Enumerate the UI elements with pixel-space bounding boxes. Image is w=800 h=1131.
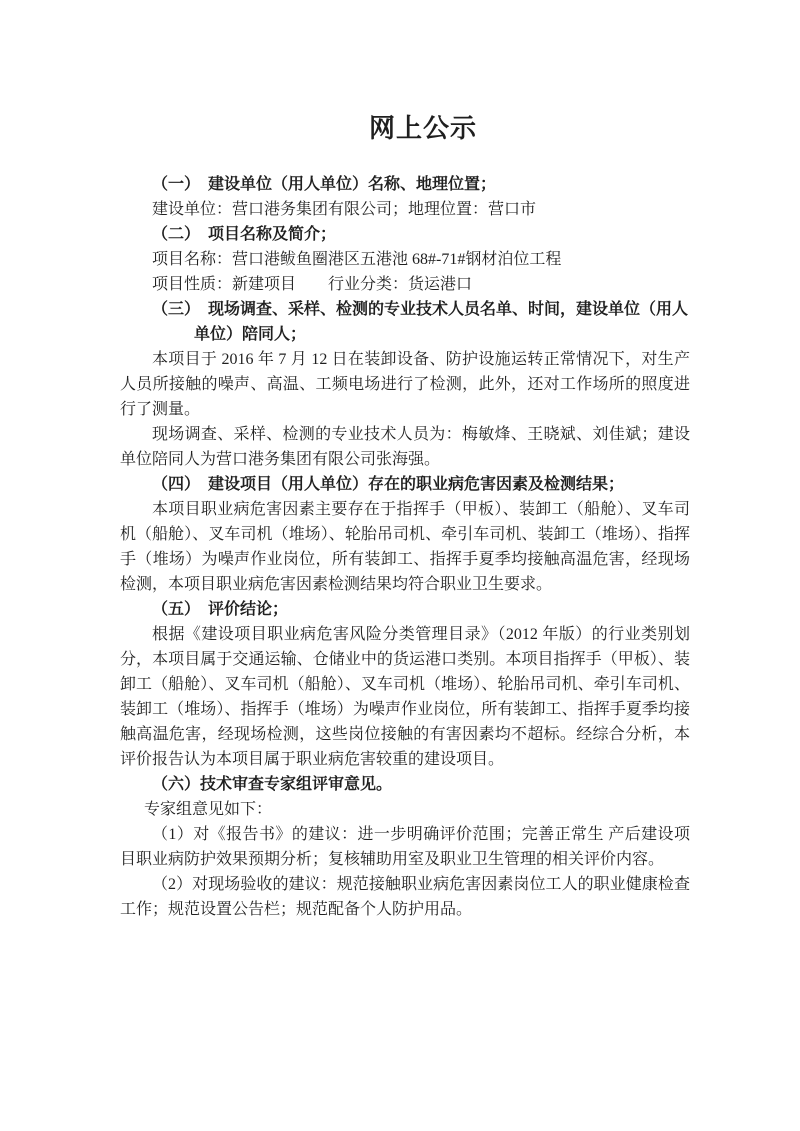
document-body [120, 172, 690, 922]
section-4-heading: （四） 建设项目（用人单位）存在的职业病危害因素及检测结果； [152, 476, 625, 493]
section-6-paragraph-intro: 专家组意见如下： [144, 801, 273, 818]
section-4-paragraph: 本项目职业病危害因素主要存在于指挥手（甲板）、装卸工（船舱）、叉车司机（船舱）、叉车司机（堆场）、轮胎吊司机、牵引车司机、装卸工（堆场）、指挥手（堆场）为噪声作业岗位，所有装卸工、指挥手夏季均接触高温危害，经现场检测，本项目职业病危害因素检测结果均符合职业卫生要求。 [120, 501, 690, 593]
section-3-heading-line-2: 单位）陪同人； [194, 326, 307, 343]
section-3-paragraph-detection: 本项目于 2016 年 7 月 12 日在装卸设备、防护设施运转正常情况下，对生产人员所接触的噪声、高温、工频电场进行了检测，此外，还对工作场所的照度进行了测量。 [120, 351, 690, 418]
section-2-heading: （二） 项目名称及简介； [152, 226, 337, 243]
section-3-heading-line-1: （三） 现场调查、采样、检测的专业技术人员名单、时间，建设单位（用人 [152, 301, 689, 318]
document-content [120, 110, 690, 922]
section-5-paragraph: 根据《建设项目职业病危害风险分类管理目录》（2012 年版）的行业类别划分，本项目属于交通运输、仓储业中的货运港口类别。本项目指挥手（甲板）、装卸工（船舱）、叉车司机（船舱）、叉车司机（堆场）、轮胎吊司机、牵引车司机、装卸工（堆场）、指挥手（堆场）为噪声作业岗位，所有装卸工、指挥手夏季均接触高温危害，经现场检测，这些岗位接触的有害因素均不超标。经综合分析，本评价报告认为本项目属于职业病危害较重的建设项目。 [120, 626, 690, 768]
section-6-heading: （六）技术审查专家组评审意见。 [152, 776, 393, 793]
section-2-paragraph-type: 项目性质：新建项目 行业分类：货运港口 [152, 276, 473, 293]
section-6-paragraph-suggestion-2: （2）对现场验收的建议：规范接触职业病危害因素岗位工人的职业健康检查工作；规范设置公告栏；规范配备个人防护用品。 [120, 876, 690, 918]
page-title: 网上公示 [368, 114, 477, 143]
section-1-heading: （一） 建设单位（用人单位）名称、地理位置； [152, 176, 497, 193]
section-2-paragraph-name: 项目名称：营口港鲅鱼圈港区五港池 68#-71#钢材泊位工程 [152, 251, 562, 268]
section-5-heading: （五） 评价结论； [152, 601, 289, 618]
section-6-paragraph-suggestion-1: （1）对《报告书》的建议：进一步明确评价范围；完善正常生 产后建设项目职业病防护效果预期分析；复核辅助用室及职业卫生管理的相关评价内容。 [120, 826, 690, 868]
section-3-paragraph-personnel: 现场调查、采样、检测的专业技术人员为：梅敏烽、王晓斌、刘佳斌；建设单位陪同人为营口港务集团有限公司张海强。 [120, 426, 690, 468]
section-1-paragraph: 建设单位：营口港务集团有限公司；地理位置：营口市 [152, 201, 537, 218]
